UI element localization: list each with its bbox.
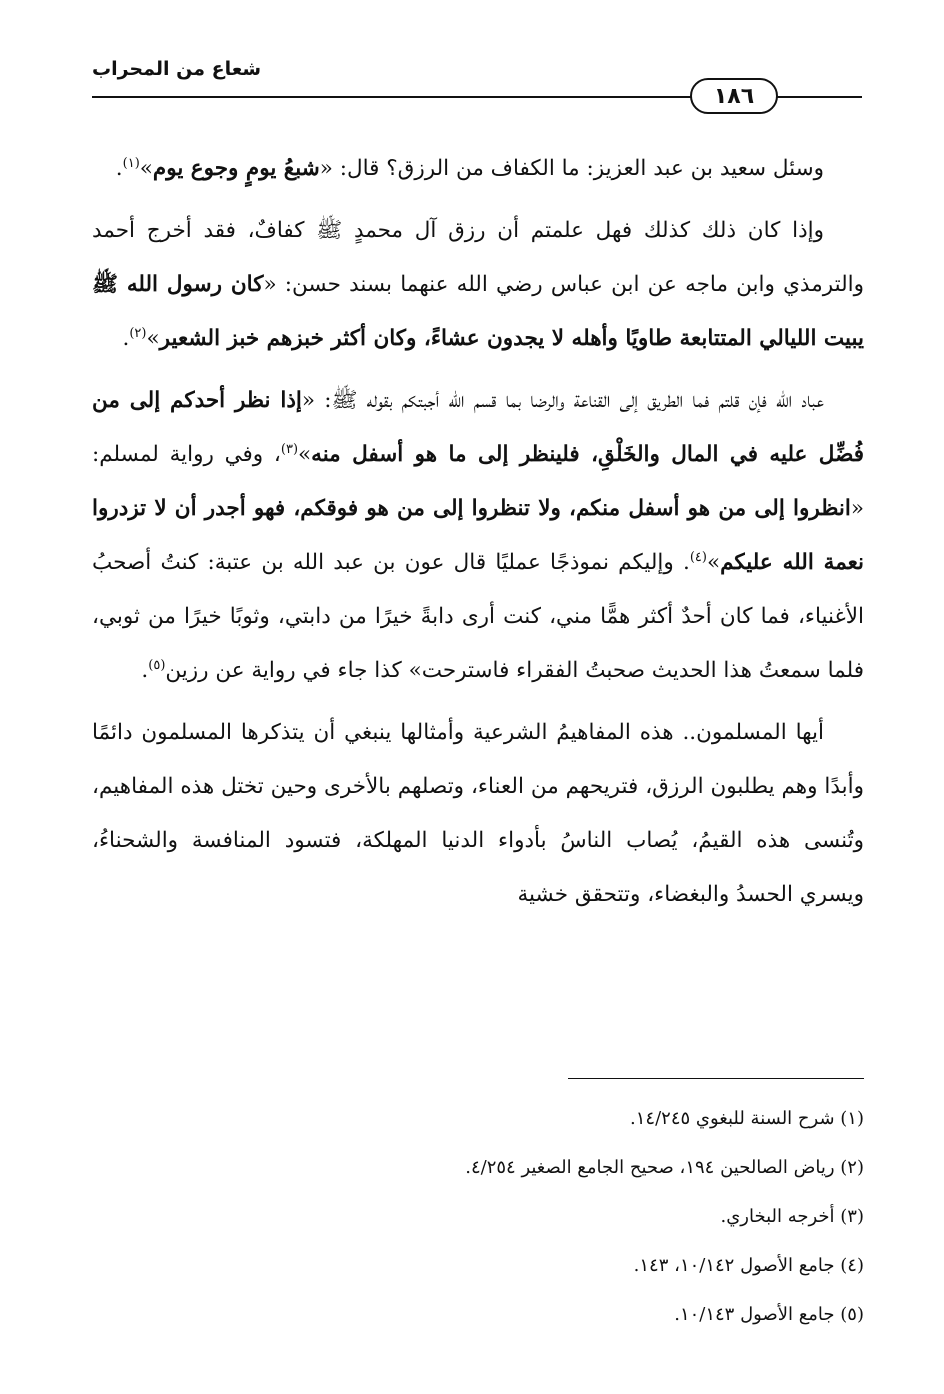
text-run: »: [298, 442, 312, 467]
paragraph-3: [92, 374, 864, 698]
quoted-text: كان رسول الله ﷺ يبيت الليالي المتتابعة طاويًا وأهله لا يجدون عشاءً، وكان أكثر خبزهم خبز الشعير: [92, 272, 864, 351]
text-run: »: [146, 326, 160, 351]
text-run: »: [706, 550, 721, 575]
header-rule-right: [776, 96, 862, 98]
text-run: وإذا كان ذلك كذلك فهل علمتم أن رزق آل محمدٍ ﷺ كفافٌ، فقد أخرج أحمد والترمذي وابن ماجه عن ابن عباس رضي الله عنهما بسند حسن: «: [92, 218, 864, 297]
text-run: عباد الله فإن قلتم فما الطريق إلى القناعة والرضا بما قسم الله أجبتكم بقوله ﷺ: «: [301, 388, 824, 413]
text-run: .: [122, 326, 130, 351]
page-number-badge: ١٨٦: [690, 78, 778, 114]
footnote-3: (٣) أخرجه البخاري.: [720, 1206, 864, 1227]
footnote-separator: [568, 1078, 864, 1079]
quoted-text: انظروا إلى من هو أسفل منكم، ولا تنظروا إلى من هو فوقكم، فهو أجدر أن لا تزدروا نعمة الله عليكم: [92, 496, 864, 575]
footnote-1: (١) شرح السنة للبغوي ١٤/٢٤٥.: [630, 1108, 864, 1129]
quoted-text: شبعُ يومٍ وجوع يوم: [152, 156, 320, 181]
text-run: وسئل سعيد بن عبد العزيز: ما الكفاف من الرزق؟ قال: «: [319, 156, 824, 181]
running-header-title: شعاع من المحراب: [92, 58, 262, 80]
footnote-ref: (٣): [280, 441, 299, 457]
footnote-5: (٥) جامع الأصول ١٠/١٤٣.: [674, 1304, 864, 1325]
text-run: .: [115, 156, 123, 181]
footnote-ref: (٢): [129, 325, 147, 341]
quoted-text: إذا نظر أحدكم إلى من فُضِّل عليه في المال والخَلْقِ، فلينظر إلى ما هو أسفل منه: [92, 388, 864, 467]
text-run: .: [141, 658, 149, 683]
main-text: [92, 142, 864, 922]
footnote-2: (٢) رياض الصالحين ١٩٤، صحيح الجامع الصغير ٤/٢٥٤.: [465, 1157, 864, 1178]
footnote-ref: (٥): [148, 657, 166, 673]
text-run: »: [139, 156, 153, 181]
footnote-ref: (١): [122, 155, 140, 171]
text-run: أيها المسلمون.. هذه المفاهيمُ الشرعية وأمثالها ينبغي أن يتذكرها المسلمون دائمًا وأبدًا وهم يطلبون الرزق، فتريحهم من العناء، وتصلهم بالأخرى وحين تختل هذه المفاهيم، وتُنسى هذه القيمُ، يُصاب الناسُ بأدواء الدنيا المهلكة، فتسود المنافسة والشحناءُ، ويسري الحسدُ والبغضاء، وتتحقق خشية: [92, 720, 864, 907]
paragraph-2: [92, 204, 864, 366]
text-run: . وإليكم نموذجًا عمليًا قال عون بن عبد الله بن عتبة: كنتُ أصحبُ الأغنياء، فما كان أحدٌ أكثر همًّا مني، كنت أرى دابةً خيرًا من دابتي، وثوبًا خيرًا من ثوبي، فلما سمعتُ هذا الحديث صحبتُ الفقراء فاسترحت» كذا جاء في رواية عن رزين: [92, 550, 864, 683]
header-rule-left: [92, 96, 692, 98]
text-run: ، وفي رواية لمسلم: «: [92, 442, 864, 521]
footnote-ref: (٤): [689, 549, 707, 565]
paragraph-1: [92, 142, 864, 196]
footnotes: [92, 1094, 864, 1339]
footnote-4: (٤) جامع الأصول ١٠/١٤٢، ١٤٣.: [633, 1255, 864, 1276]
paragraph-4: [92, 706, 864, 922]
